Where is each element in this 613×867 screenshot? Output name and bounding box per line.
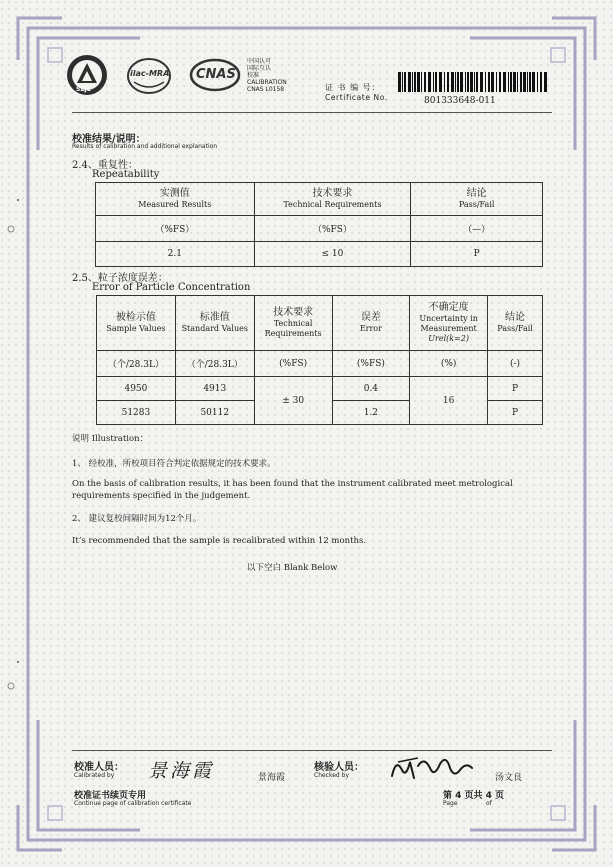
continue-page-label: 校准证书续页专用 xyxy=(74,791,147,801)
header-rule xyxy=(72,112,552,113)
continue-page-en: Continue page of calibration certificate xyxy=(74,800,192,807)
calibrated-by-en: Calibrated by xyxy=(74,772,115,779)
checker-signature xyxy=(388,748,478,784)
cert-number: 801333648-011 xyxy=(424,96,496,106)
footer-rule xyxy=(72,750,552,751)
note-1-cn: 1、 经校准，所校项目符合判定依据规定的技术要求。 xyxy=(72,459,276,469)
particle-heading: 2.5、粒子浓度误差： xyxy=(72,273,168,284)
barcode xyxy=(398,72,548,92)
header-measured: 实测值 Measured Results xyxy=(96,183,255,216)
calibrator-signature: 景海霞 xyxy=(148,760,215,782)
repeatability-heading: 2.4、重复性： xyxy=(72,160,138,171)
cert-label-en: Certificate No. xyxy=(325,93,388,102)
blank-below: 以下空白 Blank Below xyxy=(247,563,338,573)
checked-by-en: Checked by xyxy=(314,772,350,779)
page-number: 第 4 页共 4 页 xyxy=(443,791,505,801)
repeatability-subheading: Repeatability xyxy=(92,169,160,180)
cnas-logo: CNAS xyxy=(189,58,241,92)
table-units-row: （个/28.3L） （个/28.3L） (%FS) (%FS) (%) (-) xyxy=(97,351,543,377)
particle-subheading: Error of Particle Concentration xyxy=(92,282,251,293)
checker-name: 汤文良 xyxy=(495,773,523,783)
repeatability-table xyxy=(95,182,543,267)
cnas-accreditation-text: 中国认可 国际互认 校准 CALIBRATION CNAS L0158 xyxy=(247,58,287,93)
page-en-label: Page xyxy=(443,800,458,807)
header-tech-req: 技术要求 Technical Requirements xyxy=(254,183,411,216)
calibrator-name: 景海霞 xyxy=(258,773,286,783)
results-title: 校准结果/说明： xyxy=(72,134,146,145)
table-row: 2.1 ≤ 10 P xyxy=(96,242,543,267)
note-2-en: It’s recommended that the sample is recalibrated within 12 months. xyxy=(72,536,367,546)
results-subtitle: Results of calibration and additional explanation xyxy=(72,143,218,150)
note-1-en: On the basis of calibration results, it has been found that the instrument calibrated meet metrological requirements specified in the judgement. xyxy=(72,479,513,501)
page-of-label: of xyxy=(486,800,492,807)
cert-label-cn: 证 书 编 号： xyxy=(325,83,381,92)
table-units-row: （%FS） （%FS） （—） xyxy=(96,216,543,242)
note-2-cn: 2、 建议复校间隔时间为12个月。 xyxy=(72,514,202,524)
notes-title: 说明 Illustration： xyxy=(72,434,149,444)
calibrated-by-label: 校准人员： xyxy=(74,762,124,773)
table-row: 4950 4913 ± 30 0.4 16 P xyxy=(97,377,543,401)
szjl-logo: SZJL xyxy=(65,53,109,97)
table-header-row xyxy=(96,183,543,216)
checked-by-label: 核验人员： xyxy=(314,762,364,773)
table-row: 51283 50112 1.2 P xyxy=(97,401,543,425)
particle-table xyxy=(96,295,543,425)
table-header-row: 被检示值 Sample Values 标准值 Standard Values 技术要求 Technical Requirements 误差 Error 不确定度 Uncertainty in Measurement Urel(k=2) 结论 Pass/Fail xyxy=(97,296,543,351)
header-passfail: 结论 Pass/Fail xyxy=(411,183,543,216)
ilac-mra-logo: ilac-MRA xyxy=(126,56,172,96)
